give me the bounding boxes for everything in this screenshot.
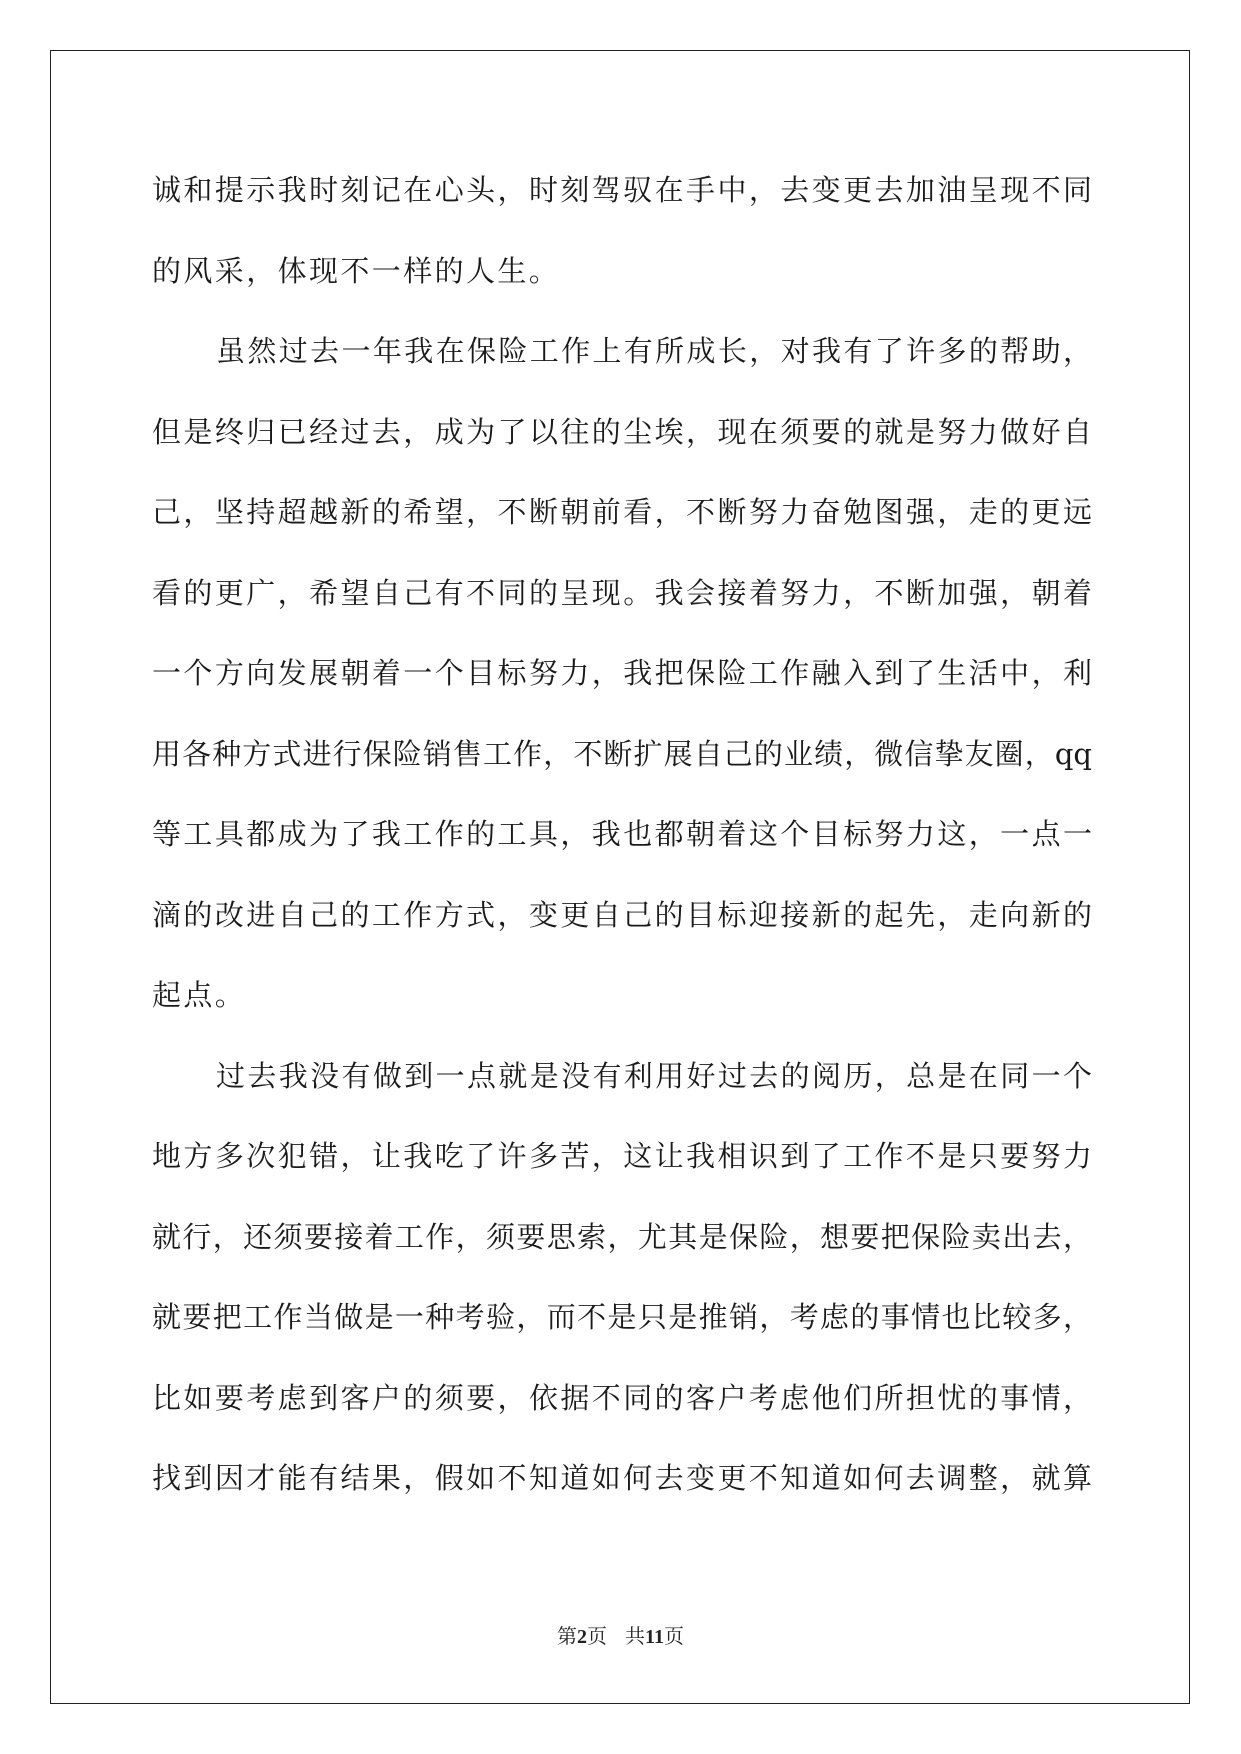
text-line: 滴的改进自己的工作方式，变更自己的目标迎接新的起先，走向新的 [152, 897, 1092, 932]
total-label-suffix: 页 [663, 1624, 684, 1648]
text-line: 起点。 [152, 978, 247, 1012]
text-line: 等工具都成为了我工作的工具，我也都朝着这个目标努力这，一点一 [152, 817, 1092, 851]
text-line: 比如要考虑到客户的须要，依据不同的客户考虑他们所担忧的事情， [152, 1380, 1092, 1415]
text-line: 的风采，体现不一样的人生。 [152, 253, 561, 288]
document-body [152, 150, 1092, 1519]
text-line: 用各种方式进行保险销售工作，不断扩展自己的业绩，微信挚友圈，qq [152, 736, 1092, 771]
text-line: 地方多次犯错，让我吃了许多苦，这让我相识到了工作不是只要努力 [152, 1139, 1092, 1173]
total-pages: 11 [645, 1626, 664, 1648]
page-label-suffix: 页 [587, 1624, 608, 1648]
page-label-prefix: 第 [557, 1624, 578, 1648]
text-line: 看的更广，希望自己有不同的呈现。我会接着努力，不断加强，朝着 [152, 575, 1092, 610]
text-line: 就行，还须要接着工作，须要思索，尤其是保险，想要把保险卖出去， [152, 1219, 1092, 1254]
text-line: 一个方向发展朝着一个目标努力，我把保险工作融入到了生活中，利 [152, 656, 1092, 690]
total-label-prefix: 共 [625, 1624, 646, 1648]
page-number: 2 [577, 1626, 588, 1648]
paragraph-first-line: 虽然过去一年我在保险工作上有所成长，对我有了许多的帮助， [216, 334, 1092, 368]
text-line: 找到因才能有结果，假如不知道如何去变更不知道如何去调整，就算 [152, 1461, 1092, 1495]
text-line: 就要把工作当做是一种考验，而不是只是推销，考虑的事情也比较多， [152, 1300, 1092, 1334]
page-footer [0, 1620, 1241, 1649]
text-line: 但是终归已经过去，成为了以往的尘埃，现在须要的就是努力做好自 [152, 414, 1092, 449]
text-line: 己，坚持超越新的希望，不断朝前看，不断努力奋勉图强，走的更远 [152, 495, 1092, 529]
paragraph-first-line: 过去我没有做到一点就是没有利用好过去的阅历，总是在同一个 [216, 1058, 1092, 1093]
text-line: 诚和提示我时刻记在心头，时刻驾驭在手中，去变更去加油呈现不同 [152, 173, 1092, 207]
